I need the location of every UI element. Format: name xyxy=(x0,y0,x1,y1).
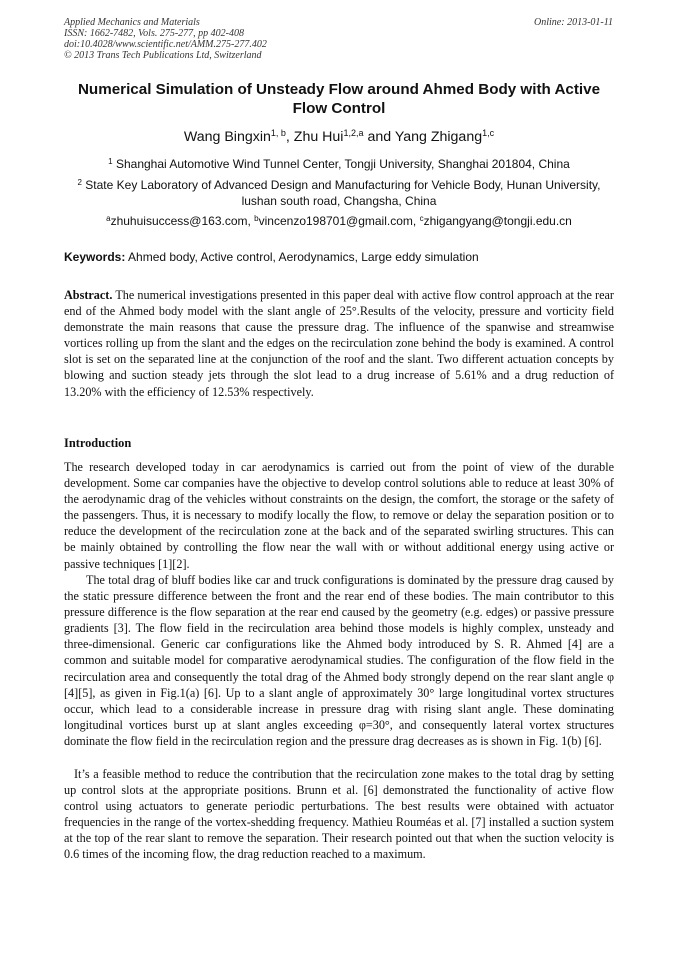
affiliation-text: State Key Laboratory of Advanced Design and Manufacturing for Vehicle Body, Hunan University, lushan south road, Changsha, China xyxy=(85,178,601,208)
author-name: Yang Zhigang xyxy=(394,129,483,145)
author-name: Wang Bingxin xyxy=(183,129,271,145)
email-address[interactable]: zhuhuisuccess@163.com, xyxy=(110,214,255,228)
copyright-line: © 2013 Trans Tech Publications Ltd, Switzerland xyxy=(64,50,262,61)
author-name: Zhu Hui xyxy=(293,129,344,145)
abstract-label: Abstract. xyxy=(64,288,113,302)
intro-paragraph-2: The total drag of bluff bodies like car and truck configurations is dominated by the pressure drag caused by the static pressure difference between the front and the rear end of these bodies. The main contributor to this pressure difference is the flow separation at the rear end caused by the geometry (e.g. edges) or passive pressure gradients [3]. The flow field in the recirculation area behind those models is highly complex, unsteady and three-dimensional. Generic car configurations like the Ahmed body introduced by S. R. Ahmed [4] are a common and suitable model for comparative aerodynamical studies. The configuration of the flow field in the recirculation area and consequently the total drag of the Ahmed body strongly depend on the rear slant angle φ [4][5], as given in Fig.1(a) [6]. Up to a slant angle of approximately 30° large longitudinal vortex structures occur, which lead to a considerable increase in pressure drag with rising slant angle. These dominating longitudinal vortices burst up at slant angles exceeding φ=30°, and consequently lateral vortex structures dominate the flow field in the recirculation region and the pressure drag decreases as is shown in Fig. 1(b) [6]. xyxy=(64,573,614,748)
journal-header xyxy=(64,17,267,61)
author-separator: , xyxy=(285,129,294,145)
keywords-line xyxy=(64,250,614,265)
intro-paragraph-3: It’s a feasible method to reduce the contribution that the recirculation zone makes to the total drag by setting up control slots at the appropriate positions. Brunn et al. [6] demonstrated the functionality of active flow control using actuators to generate periodic perturbations. The best results were obtained with actuator frequencies in the range of the vortex-shedding frequency. Mathieu Rouméas et al. [7] installed a suction system at the top of the rear slant to remove the separation. Their research pointed out that when the suction velocity is 0.6 times of the incoming flow, the drag reduction reached to a maximum. xyxy=(64,767,614,862)
email-address[interactable]: vincenzo198701@gmail.com, xyxy=(258,214,420,228)
keywords-text: Ahmed body, Active control, Aerodynamics, Large eddy simulation xyxy=(125,250,479,264)
author-list xyxy=(60,128,618,146)
affiliation-1 xyxy=(60,157,618,173)
email-marker: a xyxy=(106,214,111,223)
email-marker: c xyxy=(419,214,424,223)
abstract-paragraph xyxy=(64,287,614,400)
issn-line: ISSN: 1662-7482, Vols. 275-277, pp 402-408 xyxy=(64,28,244,39)
affiliation-2 xyxy=(60,178,618,209)
doi-link[interactable]: doi:10.4028/www.scientific.net/AMM.275-277.402 xyxy=(64,39,267,50)
journal-name: Applied Mechanics and Materials xyxy=(64,17,200,28)
author-affiliation-marker: 1, b xyxy=(270,128,286,138)
author-affiliation-marker: 1,2,a xyxy=(343,128,364,138)
affiliation-marker: 1 xyxy=(108,157,113,166)
affiliation-text: Shanghai Automotive Wind Tunnel Center, Tongji University, Shanghai 201804, China xyxy=(115,157,570,171)
author-affiliation-marker: 1,c xyxy=(482,128,495,138)
intro-paragraph-1: The research developed today in car aerodynamics is carried out from the point of view of the durable development. Some car companies have the objective to develop control solutions able to reduce at least 30% of the aerodynamic drag of the vehicles without constraints on the design, the comfort, the storage or the safety of the passengers. Thus, it is necessary to modify locally the flow, to remove or delay the separation position or to reduce the development of the recirculation zone at the back and of the separated swirling structures. This can be mainly obtained by controlling the flow near the wall with or without additional energy using active or passive techniques [1][2]. xyxy=(64,460,614,571)
online-date: Online: 2013-01-11 xyxy=(534,17,613,28)
section-heading-introduction: Introduction xyxy=(64,436,132,450)
abstract-text: The numerical investigations presented in this paper deal with active flow control approach at the rear end of the Ahmed body model with the slant angle of 25°.Results of the velocity, pressure and vorticity field demonstrate the main reasons that cause the pressure drag. The influence of the spanwise and streamwise vortices rolling up from the slant and the edges on the recirculation zone behind the body is examined. A control slot is set on the separated line at the conjunction of the roof and the slant. Two different actuation concepts by blowing and suction steady jets through the slot lead to a drug increase of 5.61% and a drug reduction of 13.20% with the efficiency of 12.53% respectively. xyxy=(64,288,614,399)
paper-title: Numerical Simulation of Unsteady Flow around Ahmed Body with Active Flow Control xyxy=(77,81,601,117)
keywords-label: Keywords: xyxy=(64,250,126,264)
email-address[interactable]: zhigangyang@tongji.edu.cn xyxy=(423,214,572,228)
author-separator: and xyxy=(363,129,395,145)
affiliation-marker: 2 xyxy=(77,178,82,187)
email-list xyxy=(60,214,618,230)
email-marker: b xyxy=(254,214,259,223)
